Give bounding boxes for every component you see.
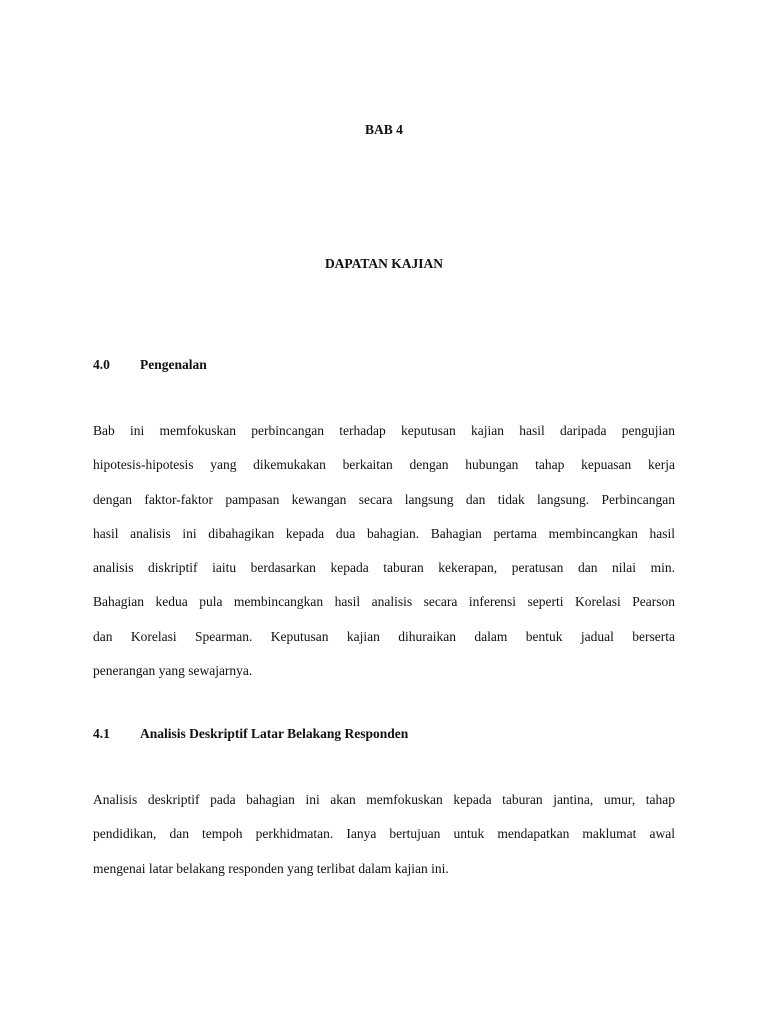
section-title: Pengenalan [140,357,207,372]
paragraph-line: mengenai latar belakang responden yang terlibat dalam kajian ini. [93,860,449,876]
section-heading-descriptive-analysis [93,726,408,742]
paragraph-line: dan Korelasi Spearman. Keputusan kajian dihuraikan dalam bentuk jadual berserta [93,628,675,644]
paragraph-line: Analisis deskriptif pada bahagian ini akan memfokuskan kepada taburan jantina, umur, tahap [93,792,675,807]
paragraph-line: dengan faktor-faktor pampasan kewangan secara langsung dan tidak langsung. Perbincangan [93,491,675,507]
paragraph-line: Bahagian kedua pula membincangkan hasil analisis secara inferensi seperti Korelasi Pearson [93,594,675,610]
section-number: 4.1 [93,726,110,741]
paragraph-line: hasil analisis ini dibahagikan kepada dua bahagian. Bahagian pertama membincangkan hasil [93,525,675,541]
paragraph-line: analisis diskriptif iaitu berdasarkan kepada taburan kekerapan, peratusan dan nilai min. [93,560,675,576]
paragraph-line: hipotesis-hipotesis yang dikemukakan berkaitan dengan hubungan tahap kepuasan kerja [93,457,675,473]
paragraph-line: Bab ini memfokuskan perbincangan terhadap keputusan kajian hasil daripada pengujian [93,423,675,438]
introduction-paragraph [93,422,675,696]
section-heading-introduction [93,357,207,373]
chapter-title: DAPATAN KAJIAN [324,256,444,271]
chapter-label: BAB 4 [365,122,403,137]
descriptive-analysis-paragraph [93,791,675,894]
paragraph-line: penerangan yang sewajarnya. [93,663,253,679]
paragraph-line: pendidikan, dan tempoh perkhidmatan. Ianya bertujuan untuk mendapatkan maklumat awal [93,826,675,842]
section-title: Analisis Deskriptif Latar Belakang Responden [140,726,409,741]
section-number: 4.0 [93,357,110,372]
